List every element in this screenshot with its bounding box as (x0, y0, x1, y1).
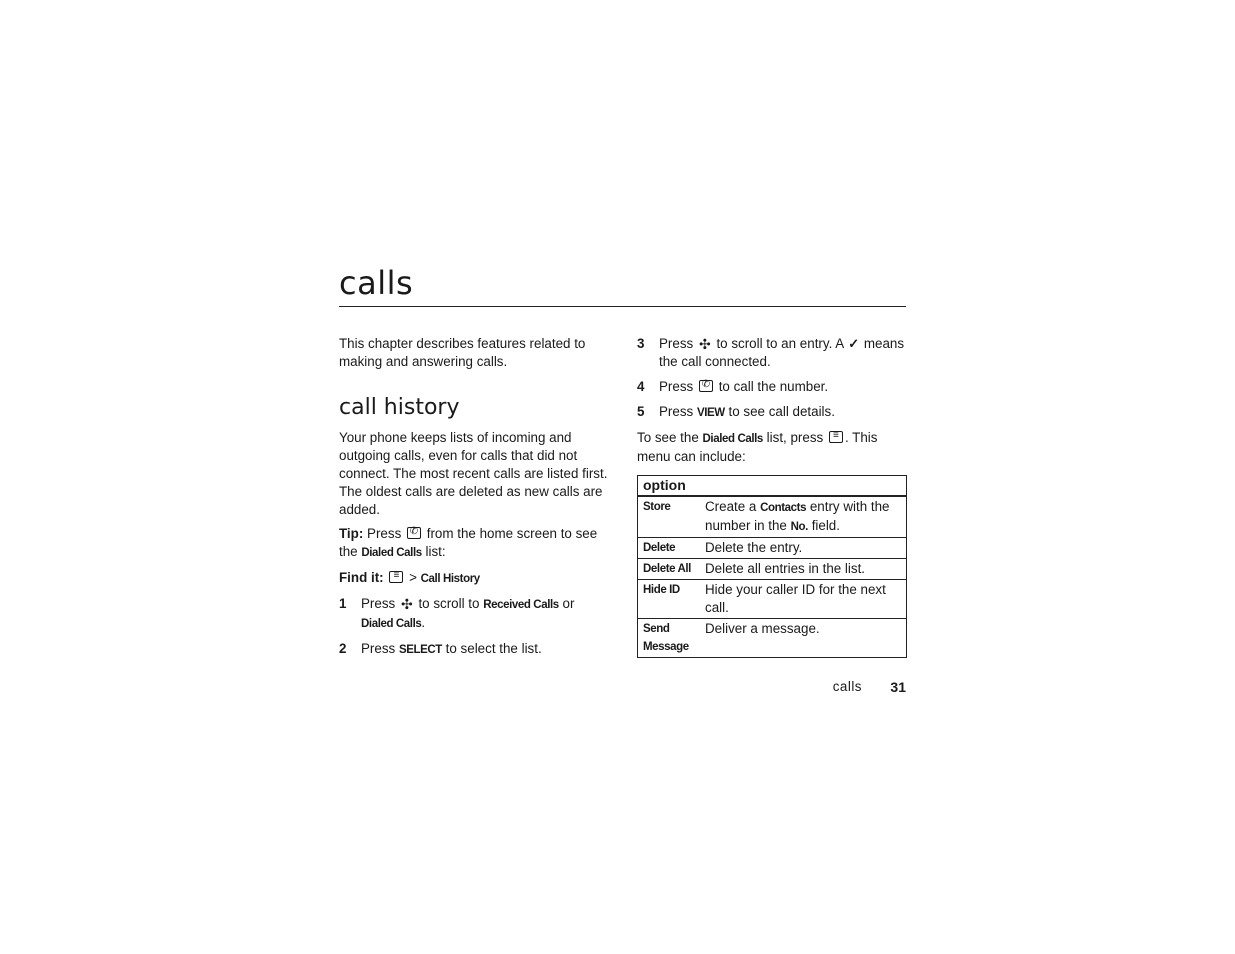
find-it-path: Call History (420, 573, 480, 585)
right-column (637, 335, 907, 658)
option-name: Delete (638, 538, 701, 559)
option-name: Hide ID (638, 580, 701, 619)
tip-label: Tip: (339, 526, 364, 541)
find-it-separator: > (409, 570, 417, 585)
step-post: . (421, 615, 426, 630)
desc-post: field. (811, 518, 840, 533)
tip-post: list: (425, 544, 446, 559)
step-post: to select the list. (445, 641, 542, 656)
send-key-icon: ✆ (699, 380, 713, 392)
step-mid: to scroll to (418, 596, 480, 611)
step-3 (637, 335, 907, 371)
table-row (638, 619, 907, 658)
option-description: Delete all entries in the list. (700, 559, 907, 580)
no-field-term: No. (790, 521, 808, 533)
step-number: 1 (339, 596, 347, 611)
running-title: calls (832, 679, 862, 694)
tip-pre: Press (367, 526, 402, 541)
step-text (361, 595, 609, 633)
table-row (638, 538, 907, 559)
dialed-calls-term: Dialed Calls (702, 433, 763, 445)
find-it-label: Find it: (339, 570, 384, 585)
menu-intro-pre: To see the (637, 430, 699, 445)
tip-term: Dialed Calls (361, 547, 422, 559)
section-title: call history (339, 395, 460, 420)
nav-key-icon: ✣ (400, 596, 413, 612)
find-it-line (339, 569, 609, 588)
table-header-row (638, 476, 907, 497)
contacts-term: Contacts (760, 502, 807, 514)
option-name: Delete All (638, 559, 701, 580)
menu-intro (637, 429, 907, 466)
table-row (638, 580, 907, 619)
step-2 (339, 640, 609, 659)
left-column (339, 335, 609, 659)
title-rule (339, 306, 906, 307)
step-post: to see call details. (728, 404, 835, 419)
menu-key-icon: ≡ (829, 431, 843, 443)
option-description (700, 496, 907, 538)
step-pre: Press (659, 336, 694, 351)
step-number: 2 (339, 641, 347, 656)
send-key-icon: ✆ (407, 527, 421, 539)
desc-mid: entry with the number in the (705, 499, 890, 533)
table-row (638, 559, 907, 580)
select-key-term: SELECT (398, 644, 442, 656)
nav-key-icon: ✣ (698, 336, 711, 352)
step-pre: Press (361, 641, 396, 656)
check-icon: ✓ (848, 336, 860, 351)
section-body: Your phone keeps lists of incoming and outgoing calls, even for calls that did not connect. The most recent calls are listed first. The oldest calls are deleted as new calls are added. (339, 430, 608, 517)
menu-key-icon: ≡ (389, 571, 403, 583)
tip-paragraph (339, 525, 609, 562)
page-number: 31 (890, 679, 906, 695)
received-calls-term: Received Calls (483, 599, 559, 611)
option-description: Hide your caller ID for the next call. (700, 580, 907, 619)
step-1 (339, 595, 609, 633)
step-number: 5 (637, 404, 645, 419)
step-text (361, 640, 609, 659)
step-number: 4 (637, 379, 645, 394)
dialed-calls-term: Dialed Calls (361, 618, 422, 630)
step-pre: Press (659, 404, 694, 419)
intro-paragraph: This chapter describes features related to making and answering calls. (339, 336, 586, 369)
option-description: Deliver a message. (700, 619, 907, 658)
view-key-term: VIEW (696, 407, 725, 419)
options-table (637, 475, 907, 658)
step-or: or (562, 596, 575, 611)
option-name: Store (638, 496, 701, 538)
step-text (659, 335, 907, 371)
step-post: to call the number. (718, 379, 829, 394)
option-name: Send Message (638, 619, 701, 658)
desc-pre: Create a (705, 499, 757, 514)
step-pre: Press (361, 596, 396, 611)
step-5 (637, 403, 907, 422)
table-header: option (638, 476, 907, 497)
table-row (638, 496, 907, 538)
chapter-title: calls (339, 264, 414, 302)
step-text (659, 403, 907, 422)
step-post: means the call connected. (659, 336, 905, 369)
step-mid: to scroll to an entry. A (716, 336, 844, 351)
step-pre: Press (659, 379, 694, 394)
option-description: Delete the entry. (700, 538, 907, 559)
tip-mid: from the home screen to see the (339, 526, 598, 559)
step-4 (637, 378, 907, 396)
menu-intro-mid: list, press (766, 430, 824, 445)
step-number: 3 (637, 336, 645, 351)
menu-intro-post: . This menu can include: (637, 430, 878, 464)
manual-page (339, 262, 907, 695)
step-text (659, 378, 907, 396)
